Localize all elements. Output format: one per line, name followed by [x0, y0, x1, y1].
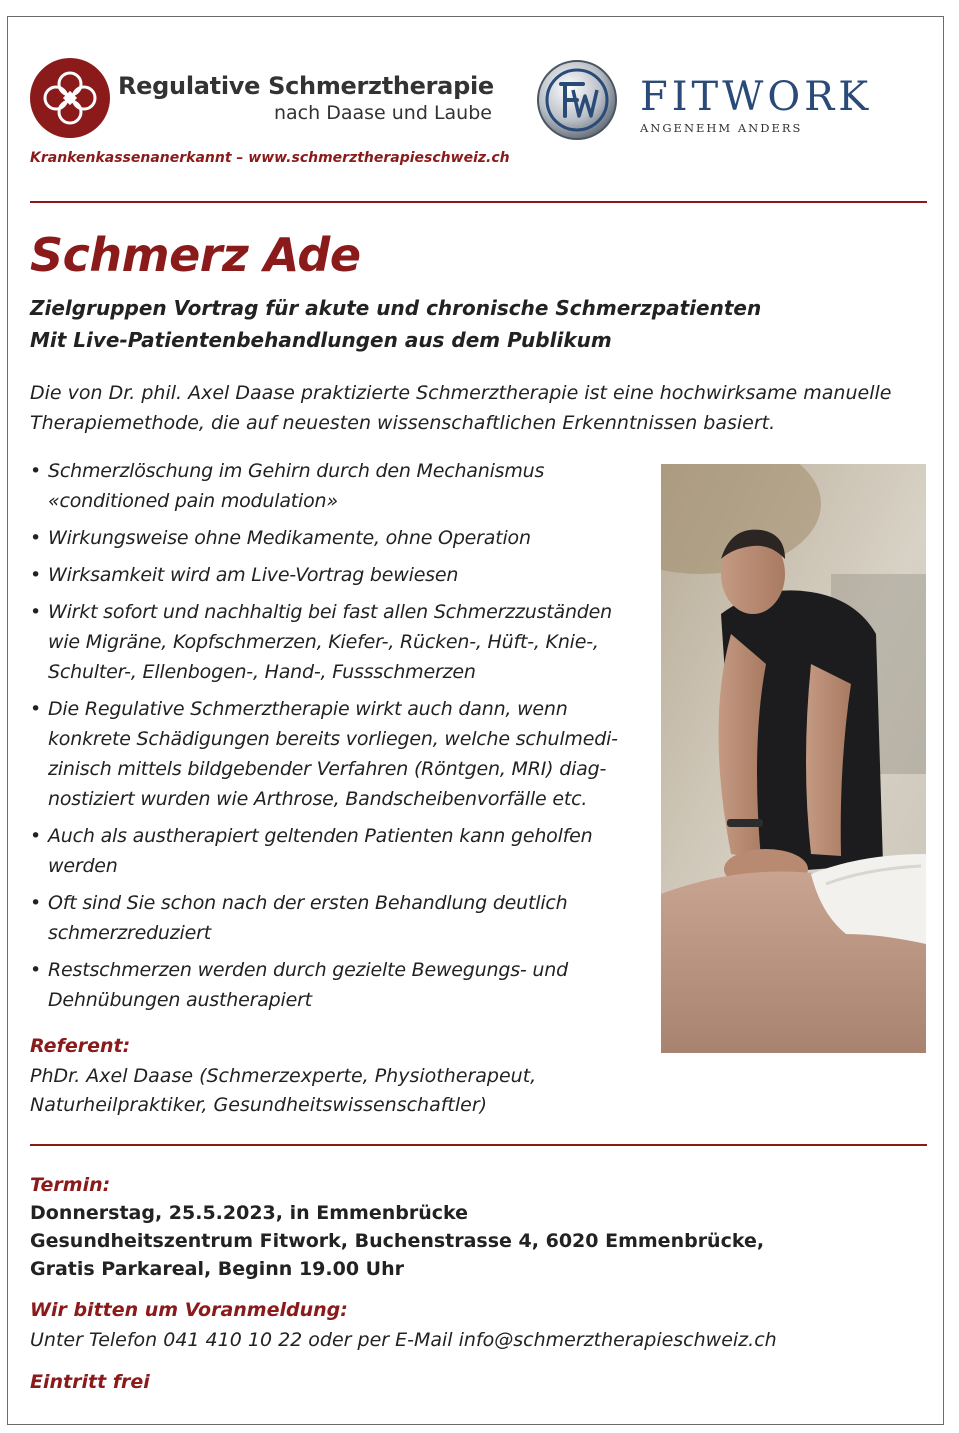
list-item-line: • Wirksamkeit wird am Live-Vortrag bewiesen [48, 564, 459, 586]
list-item [30, 955, 650, 1015]
divider-bottom [30, 1144, 927, 1146]
partner-name: FITWORK [640, 74, 873, 120]
list-item-line: • Wirkungsweise ohne Medikamente, ohne Operation [48, 527, 531, 549]
registration-line: Unter Telefon 041 410 10 22 oder per E-Mail info@schmerztherapieschweiz.ch [30, 1329, 777, 1351]
intro-line: Therapiemethode, die auf neuesten wissenschaftlichen Erkenntnissen basiert. [30, 412, 776, 434]
admission-note: Eintritt frei [30, 1371, 150, 1393]
benefit-list [30, 456, 650, 1022]
therapist-treatment-photo [661, 464, 926, 1053]
intro-line: Die von Dr. phil. Axel Daase praktizierte Schmerztherapie ist eine hochwirksame manuelle [30, 382, 892, 404]
list-item-line: • Schmerzlöschung im Gehirn durch den Mechanismus [48, 460, 545, 482]
subtitle-line: Zielgruppen Vortrag für akute und chronische Schmerzpatienten [30, 296, 762, 320]
list-item [30, 560, 650, 590]
list-item [30, 456, 650, 516]
list-item-line: • Oft sind Sie schon nach der ersten Behandlung deutlich [48, 892, 568, 914]
intro-paragraph [30, 378, 930, 438]
list-item [30, 597, 650, 687]
accreditation-line: Krankenkassenanerkannt – www.schmerztherapieschweiz.ch [30, 150, 510, 166]
termin-label: Termin: [30, 1174, 111, 1196]
list-item-line: wie Migräne, Kopfschmerzen, Kiefer-, Rücken-, Hüft-, Knie-, [48, 631, 599, 653]
list-item-line: schmerzreduziert [48, 922, 211, 944]
list-item [30, 694, 650, 814]
fitwork-emblem-logo [537, 60, 617, 140]
list-item [30, 523, 650, 553]
termin-line: Gesundheitszentrum Fitwork, Buchenstrasse 4, 6020 Emmenbrücke, [30, 1230, 765, 1252]
list-item-line: werden [48, 855, 118, 877]
list-item-line: • Restschmerzen werden durch gezielte Bewegungs- und [48, 959, 568, 981]
partner-tagline: ANGENEHM ANDERS [640, 121, 803, 135]
brand-subtitle: nach Daase und Laube [274, 102, 492, 124]
page-title: Schmerz Ade [30, 228, 361, 282]
subtitle-line: Mit Live-Patientenbehandlungen aus dem Publikum [30, 328, 612, 352]
divider-top [30, 201, 927, 203]
list-item-line: Dehnübungen austherapiert [48, 989, 312, 1011]
regulative-schmerztherapie-logo [30, 58, 110, 138]
brand-title: Regulative Schmerztherapie [118, 72, 494, 100]
list-item [30, 888, 650, 948]
list-item-line: • Auch als austherapiert geltenden Patienten kann geholfen [48, 825, 593, 847]
referent-label: Referent: [30, 1035, 131, 1057]
list-item-line: • Wirkt sofort und nachhaltig bei fast allen Schmerzzuständen [48, 601, 612, 623]
referent-line: PhDr. Axel Daase (Schmerzexperte, Physiotherapeut, [30, 1065, 537, 1087]
list-item-line: zinisch mittels bildgebender Verfahren (Röntgen, MRI) diag- [48, 758, 607, 780]
termin-line: Donnerstag, 25.5.2023, in Emmenbrücke [30, 1202, 469, 1224]
referent-line: Naturheilpraktiker, Gesundheitswissenschaftler) [30, 1094, 488, 1116]
list-item [30, 821, 650, 881]
list-item-line: konkrete Schädigungen bereits vorliegen, welche schulmedi- [48, 728, 618, 750]
list-item-line: • Die Regulative Schmerztherapie wirkt auch dann, wenn [48, 698, 568, 720]
list-item-line: «conditioned pain modulation» [48, 490, 338, 512]
list-item-line: Schulter-, Ellenbogen-, Hand-, Fussschmerzen [48, 661, 476, 683]
list-item-line: nostiziert wurden wie Arthrose, Bandscheibenvorfälle etc. [48, 788, 588, 810]
registration-label: Wir bitten um Voranmeldung: [30, 1299, 348, 1321]
termin-line: Gratis Parkareal, Beginn 19.00 Uhr [30, 1258, 404, 1280]
